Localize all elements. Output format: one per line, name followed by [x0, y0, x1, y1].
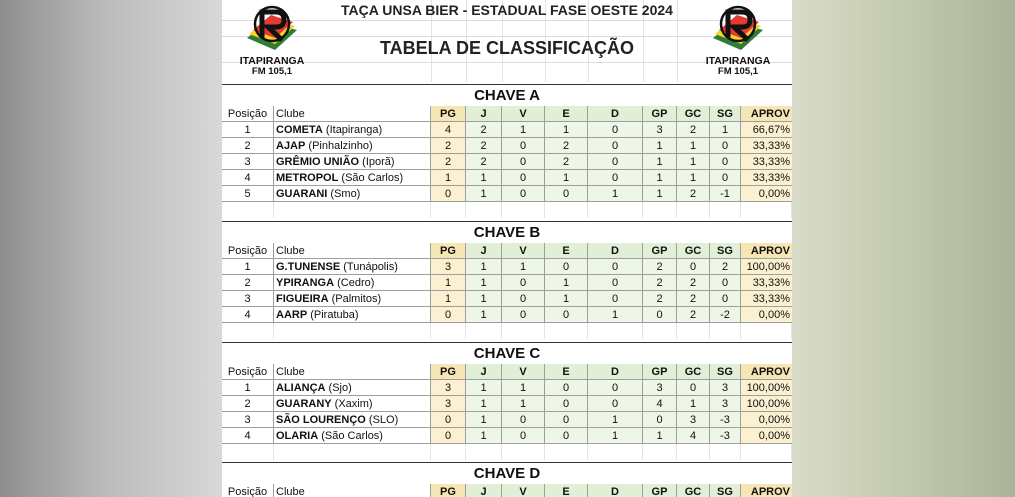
group-title: CHAVE B [222, 221, 792, 244]
cell-gp: 2 [643, 275, 677, 291]
club-city: (São Carlos) [338, 172, 404, 184]
column-header-v: V [502, 243, 545, 259]
cell-e: 0 [545, 412, 588, 428]
cell-aprov: 0,00% [741, 186, 792, 202]
cell-j: 1 [466, 291, 502, 307]
group-1 [222, 221, 792, 339]
column-header-sg: SG [710, 106, 741, 122]
cell-aprov: 33,33% [741, 170, 792, 186]
column-header-j: J [466, 484, 502, 497]
cell-d: 0 [588, 380, 643, 396]
cell-pos: 4 [222, 307, 274, 323]
cell-gc: 1 [677, 396, 710, 412]
table-row[interactable] [222, 259, 792, 275]
cell-pos: 4 [222, 428, 274, 444]
table-title: TABELA DE CLASSIFICAÇÃO [380, 38, 634, 58]
cell-j: 1 [466, 380, 502, 396]
cell-sg: -3 [710, 412, 741, 428]
cell-d: 1 [588, 428, 643, 444]
cell-pg: 0 [431, 428, 466, 444]
empty-cell [643, 444, 677, 460]
cell-gp: 1 [643, 170, 677, 186]
table-row[interactable] [222, 396, 792, 412]
group-2 [222, 342, 792, 460]
empty-cell [545, 323, 588, 339]
cell-d: 1 [588, 307, 643, 323]
cell-j: 2 [466, 154, 502, 170]
cell-j: 1 [466, 428, 502, 444]
radio-logo-icon [711, 4, 765, 54]
cell-gc: 4 [677, 428, 710, 444]
club-city: (Smo) [327, 188, 361, 200]
cell-pg: 2 [431, 138, 466, 154]
cell-gc: 2 [677, 307, 710, 323]
column-header-aprov: APROV [741, 364, 792, 380]
table-header-row [222, 364, 792, 380]
cell-aprov: 100,00% [741, 259, 792, 275]
cell-club [274, 412, 431, 428]
cell-pg: 4 [431, 122, 466, 138]
cell-gp: 3 [643, 380, 677, 396]
cell-aprov: 0,00% [741, 307, 792, 323]
spacer-row [222, 202, 792, 218]
cell-pg: 0 [431, 307, 466, 323]
column-header-club: Clube [274, 243, 431, 259]
cell-v: 0 [502, 138, 545, 154]
empty-cell [502, 202, 545, 218]
cell-club [274, 380, 431, 396]
column-header-club: Clube [274, 364, 431, 380]
cell-pg: 3 [431, 259, 466, 275]
spacer-row [222, 323, 792, 339]
cell-club [274, 138, 431, 154]
cell-j: 1 [466, 412, 502, 428]
cell-v: 1 [502, 380, 545, 396]
cell-d: 0 [588, 154, 643, 170]
club-name: ALIANÇA [276, 382, 326, 394]
empty-cell [466, 323, 502, 339]
cell-j: 1 [466, 275, 502, 291]
cell-pg: 0 [431, 186, 466, 202]
club-city: (Palmitos) [328, 293, 382, 305]
group-3 [222, 462, 792, 497]
empty-cell [643, 202, 677, 218]
cell-d: 0 [588, 259, 643, 275]
empty-cell [545, 444, 588, 460]
cell-pos: 2 [222, 396, 274, 412]
table-row[interactable] [222, 275, 792, 291]
empty-cell [677, 444, 710, 460]
table-row[interactable] [222, 138, 792, 154]
empty-cell [431, 323, 466, 339]
cell-gc: 2 [677, 275, 710, 291]
empty-cell [274, 202, 431, 218]
club-city: (Piratuba) [307, 309, 359, 321]
group-title: CHAVE C [222, 342, 792, 365]
column-header-gp: GP [643, 106, 677, 122]
cell-d: 0 [588, 275, 643, 291]
cell-j: 2 [466, 122, 502, 138]
cell-gc: 2 [677, 291, 710, 307]
cell-j: 1 [466, 259, 502, 275]
cell-gp: 1 [643, 186, 677, 202]
cell-e: 0 [545, 428, 588, 444]
column-header-club: Clube [274, 106, 431, 122]
column-header-pg: PG [431, 106, 466, 122]
cell-club [274, 396, 431, 412]
empty-cell [643, 323, 677, 339]
cell-e: 1 [545, 275, 588, 291]
cell-club [274, 307, 431, 323]
column-header-d: D [588, 364, 643, 380]
club-name: SÃO LOURENÇO [276, 414, 366, 426]
empty-cell [502, 323, 545, 339]
empty-cell [677, 323, 710, 339]
cell-sg: -1 [710, 186, 741, 202]
empty-cell [431, 444, 466, 460]
club-city: (Iporã) [359, 156, 395, 168]
empty-cell [588, 202, 643, 218]
classification-sheet [222, 0, 792, 497]
cell-sg: 3 [710, 396, 741, 412]
column-header-e: E [545, 243, 588, 259]
cell-aprov: 0,00% [741, 412, 792, 428]
cell-club [274, 428, 431, 444]
club-city: (SLO) [365, 414, 399, 426]
cell-pg: 1 [431, 170, 466, 186]
cell-pg: 3 [431, 380, 466, 396]
cell-sg: -2 [710, 307, 741, 323]
table-row[interactable] [222, 307, 792, 323]
column-header-e: E [545, 364, 588, 380]
radio-logo-left [236, 4, 308, 77]
club-name: GRÊMIO UNIÃO [276, 156, 360, 168]
club-city: (Xaxim) [331, 398, 373, 410]
cell-d: 1 [588, 186, 643, 202]
cell-gp: 3 [643, 122, 677, 138]
tournament-title: TAÇA UNSA BIER - ESTADUAL FASE OESTE 2024 [341, 2, 673, 18]
cell-e: 0 [545, 259, 588, 275]
cell-pos: 1 [222, 122, 274, 138]
column-header-gc: GC [677, 484, 710, 497]
table-row[interactable] [222, 291, 792, 307]
cell-sg: 2 [710, 259, 741, 275]
cell-pos: 2 [222, 275, 274, 291]
cell-j: 1 [466, 170, 502, 186]
column-header-pos: Posição [222, 106, 274, 122]
cell-club [274, 275, 431, 291]
cell-d: 0 [588, 138, 643, 154]
column-header-gp: GP [643, 484, 677, 497]
cell-v: 0 [502, 307, 545, 323]
column-header-pg: PG [431, 243, 466, 259]
empty-cell [274, 323, 431, 339]
column-header-pos: Posição [222, 364, 274, 380]
column-header-gc: GC [677, 364, 710, 380]
club-city: (São Carlos) [318, 430, 383, 442]
group-title: CHAVE D [222, 462, 792, 485]
radio-logo-right [702, 4, 774, 77]
cell-sg: 0 [710, 154, 741, 170]
table-row[interactable] [222, 154, 792, 170]
cell-pos: 1 [222, 259, 274, 275]
empty-cell [502, 444, 545, 460]
column-header-v: V [502, 106, 545, 122]
empty-cell [431, 202, 466, 218]
empty-cell [677, 202, 710, 218]
cell-sg: -3 [710, 428, 741, 444]
column-header-aprov: APROV [741, 106, 792, 122]
cell-e: 0 [545, 307, 588, 323]
club-name: GUARANY [276, 398, 332, 410]
cell-d: 0 [588, 122, 643, 138]
cell-e: 0 [545, 186, 588, 202]
club-name: METROPOL [276, 172, 339, 184]
radio-logo-icon [245, 4, 299, 54]
empty-cell [222, 202, 274, 218]
cell-e: 0 [545, 380, 588, 396]
cell-v: 0 [502, 412, 545, 428]
cell-pg: 2 [431, 154, 466, 170]
cell-club [274, 291, 431, 307]
club-city: (Sjo) [325, 382, 352, 394]
cell-v: 0 [502, 170, 545, 186]
table-row[interactable] [222, 380, 792, 396]
cell-aprov: 0,00% [741, 428, 792, 444]
cell-v: 0 [502, 154, 545, 170]
empty-cell [588, 444, 643, 460]
column-header-club: Clube [274, 484, 431, 497]
cell-pos: 3 [222, 154, 274, 170]
club-city: (Cedro) [334, 277, 375, 289]
cell-e: 1 [545, 122, 588, 138]
column-header-pos: Posição [222, 243, 274, 259]
column-header-j: J [466, 243, 502, 259]
club-name: YPIRANGA [276, 277, 335, 289]
column-header-d: D [588, 243, 643, 259]
table-row[interactable] [222, 186, 792, 202]
cell-gc: 1 [677, 138, 710, 154]
club-name: OLARIA [276, 430, 319, 442]
club-city: (Tunápolis) [340, 261, 398, 273]
club-city: (Pinhalzinho) [305, 140, 373, 152]
cell-gc: 0 [677, 380, 710, 396]
cell-aprov: 33,33% [741, 154, 792, 170]
club-name: G.TUNENSE [276, 261, 341, 273]
cell-v: 0 [502, 291, 545, 307]
cell-sg: 0 [710, 170, 741, 186]
column-header-gp: GP [643, 364, 677, 380]
logo-frequency: FM 105,1 [251, 66, 293, 77]
cell-club [274, 122, 431, 138]
cell-e: 1 [545, 291, 588, 307]
cell-pos: 3 [222, 291, 274, 307]
cell-v: 1 [502, 396, 545, 412]
column-header-v: V [502, 364, 545, 380]
cell-e: 2 [545, 138, 588, 154]
club-city: (Itapiranga) [322, 124, 383, 136]
cell-v: 0 [502, 275, 545, 291]
empty-cell [545, 202, 588, 218]
cell-club [274, 154, 431, 170]
empty-cell [741, 202, 792, 218]
cell-j: 1 [466, 307, 502, 323]
cell-pos: 2 [222, 138, 274, 154]
cell-sg: 1 [710, 122, 741, 138]
column-header-aprov: APROV [741, 484, 792, 497]
logo-name: ITAPIRANGA [705, 55, 771, 67]
cell-club [274, 259, 431, 275]
cell-aprov: 66,67% [741, 122, 792, 138]
column-header-pg: PG [431, 364, 466, 380]
empty-cell [274, 444, 431, 460]
table-header-row [222, 243, 792, 259]
cell-j: 2 [466, 138, 502, 154]
cell-gc: 1 [677, 154, 710, 170]
cell-e: 2 [545, 154, 588, 170]
group-title: CHAVE A [222, 84, 792, 107]
table-row[interactable] [222, 428, 792, 444]
cell-gc: 2 [677, 122, 710, 138]
cell-gc: 2 [677, 186, 710, 202]
column-header-d: D [588, 484, 643, 497]
club-name: FIGUEIRA [276, 293, 329, 305]
club-name: GUARANI [276, 188, 328, 200]
cell-e: 1 [545, 170, 588, 186]
column-header-gc: GC [677, 243, 710, 259]
cell-club [274, 170, 431, 186]
empty-cell [466, 202, 502, 218]
cell-d: 1 [588, 412, 643, 428]
column-header-j: J [466, 364, 502, 380]
cell-gc: 0 [677, 259, 710, 275]
cell-gc: 3 [677, 412, 710, 428]
empty-cell [222, 323, 274, 339]
club-name: AARP [276, 309, 308, 321]
cell-aprov: 100,00% [741, 380, 792, 396]
empty-cell [741, 323, 792, 339]
cell-d: 0 [588, 396, 643, 412]
cell-gp: 1 [643, 154, 677, 170]
club-name: COMETA [276, 124, 323, 136]
cell-pos: 3 [222, 412, 274, 428]
club-name: AJAP [276, 140, 306, 152]
cell-sg: 3 [710, 380, 741, 396]
cell-pos: 5 [222, 186, 274, 202]
cell-pg: 1 [431, 275, 466, 291]
cell-v: 1 [502, 122, 545, 138]
cell-e: 0 [545, 396, 588, 412]
column-header-j: J [466, 106, 502, 122]
logo-name: ITAPIRANGA [239, 55, 305, 67]
table-row[interactable] [222, 122, 792, 138]
group-0 [222, 84, 792, 218]
empty-cell [466, 444, 502, 460]
column-header-sg: SG [710, 243, 741, 259]
cell-pg: 3 [431, 396, 466, 412]
cell-d: 0 [588, 170, 643, 186]
logo-frequency: FM 105,1 [717, 66, 759, 77]
cell-v: 1 [502, 259, 545, 275]
column-header-gc: GC [677, 106, 710, 122]
cell-sg: 0 [710, 275, 741, 291]
column-header-e: E [545, 484, 588, 497]
cell-pos: 1 [222, 380, 274, 396]
cell-gp: 2 [643, 291, 677, 307]
cell-gp: 0 [643, 307, 677, 323]
table-row[interactable] [222, 170, 792, 186]
table-row[interactable] [222, 412, 792, 428]
cell-gp: 1 [643, 428, 677, 444]
column-header-sg: SG [710, 364, 741, 380]
cell-pg: 0 [431, 412, 466, 428]
background-right [792, 0, 1015, 497]
table-header-row [222, 484, 792, 497]
cell-j: 1 [466, 186, 502, 202]
cell-aprov: 100,00% [741, 396, 792, 412]
empty-cell [588, 323, 643, 339]
column-header-gp: GP [643, 243, 677, 259]
cell-pg: 1 [431, 291, 466, 307]
cell-gp: 1 [643, 138, 677, 154]
spacer-row [222, 444, 792, 460]
table-header-row [222, 106, 792, 122]
cell-aprov: 33,33% [741, 275, 792, 291]
background-left [0, 0, 222, 497]
cell-gp: 2 [643, 259, 677, 275]
cell-aprov: 33,33% [741, 138, 792, 154]
cell-aprov: 33,33% [741, 291, 792, 307]
column-header-pg: PG [431, 484, 466, 497]
empty-cell [222, 444, 274, 460]
empty-cell [710, 444, 741, 460]
cell-d: 0 [588, 291, 643, 307]
cell-v: 0 [502, 428, 545, 444]
cell-gc: 1 [677, 170, 710, 186]
empty-cell [741, 444, 792, 460]
cell-gp: 4 [643, 396, 677, 412]
cell-sg: 0 [710, 291, 741, 307]
column-header-d: D [588, 106, 643, 122]
column-header-e: E [545, 106, 588, 122]
column-header-v: V [502, 484, 545, 497]
empty-cell [710, 202, 741, 218]
column-header-aprov: APROV [741, 243, 792, 259]
cell-club [274, 186, 431, 202]
column-header-sg: SG [710, 484, 741, 497]
empty-cell [710, 323, 741, 339]
cell-sg: 0 [710, 138, 741, 154]
cell-v: 0 [502, 186, 545, 202]
cell-gp: 0 [643, 412, 677, 428]
cell-j: 1 [466, 396, 502, 412]
column-header-pos: Posição [222, 484, 274, 497]
cell-pos: 4 [222, 170, 274, 186]
